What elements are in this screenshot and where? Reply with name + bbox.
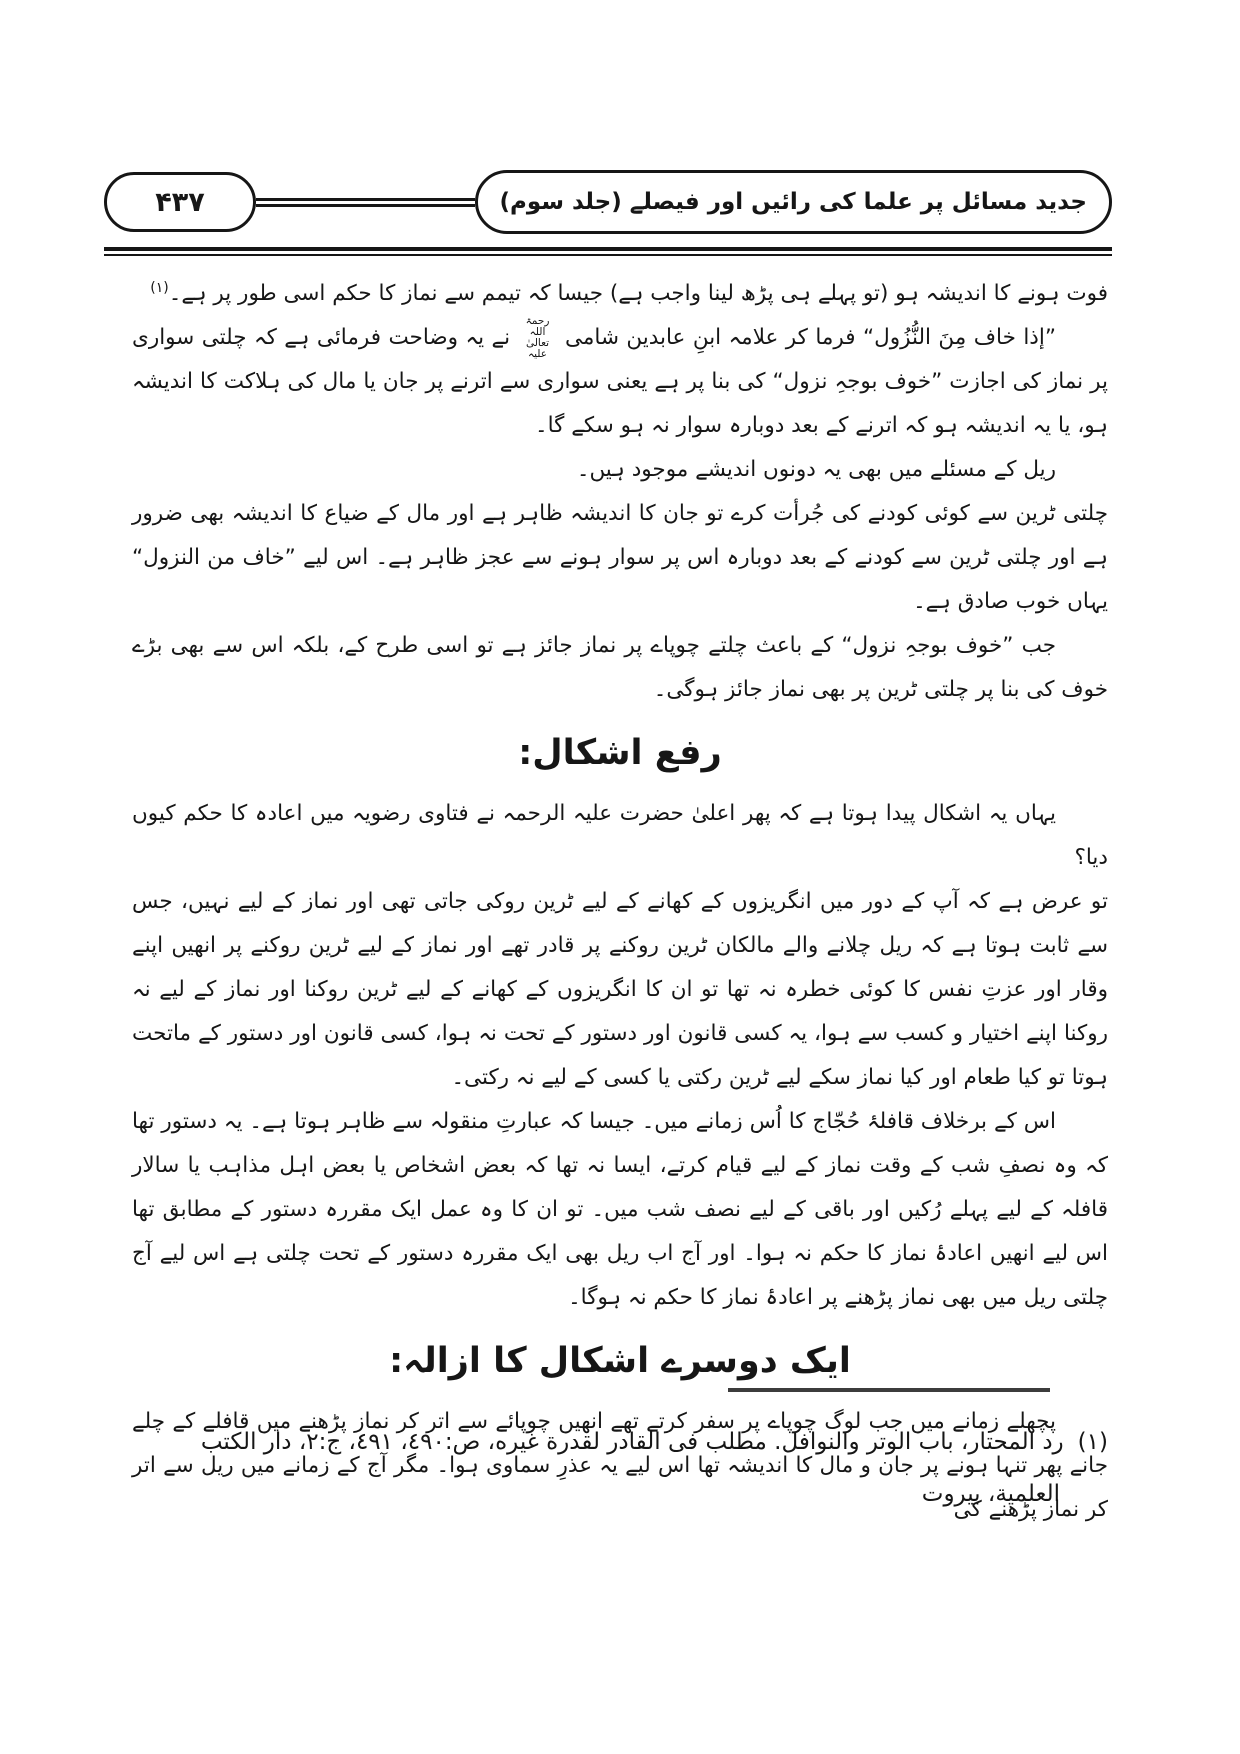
paragraph: جب ”خوف بوجہِ نزول“ کے باعث چلتے چوپاے پر نماز جائز ہے تو اسی طرح کے، بلکہ اس سے بھی بڑے خوف کی بنا پر چلتی ٹرین پر بھی نماز جائز ہوگی۔ bbox=[132, 633, 1108, 703]
paragraph: ریل کے مسئلے میں بھی یہ دونوں اندیشے موجود ہیں۔ bbox=[576, 457, 1056, 483]
paragraph bbox=[132, 272, 1108, 316]
page-header bbox=[104, 170, 1112, 234]
body-text bbox=[132, 272, 1108, 1532]
footnote-number: (١) bbox=[1077, 1429, 1108, 1455]
footnote-separator bbox=[728, 1388, 1050, 1392]
header-double-line bbox=[256, 198, 475, 207]
paragraph bbox=[132, 316, 1108, 448]
footnote-text: رد المحتار، باب الوتر والنوافل. مطلب فى القادر لقدرة غيره، ص:٤٩٠، ٤٩١، ج:٢، دار الكتب العلمية، بيروت bbox=[200, 1429, 1064, 1507]
paragraph-text: ”إذا خاف مِنَ النُّزُول“ فرما کر علامہ ابنِ عابدین شامی bbox=[564, 325, 1056, 351]
honorific-mark: رحمۃ اللہ تعالیٰ علیہ bbox=[525, 315, 550, 361]
paragraph: اس کے برخلاف قافلۂ حُجّاج کا اُس زمانے میں۔ جیسا کہ عبارتِ منقولہ سے ظاہر ہوتا ہے۔ یہ دستور تھا کہ وہ نصفِ شب کے وقت نماز کے لیے قیام کرتے، ایسا نہ تھا کہ بعض اشخاص یا بعض اہل مذاہب یا سالار قافلہ کے لیے پہلے رُکیں اور باقی کے لیے نصف شب میں۔ تو ان کا وہ عمل ایک مقررہ دستور کے مطابق تھا اس لیے انھیں اعادۂ نماز کا حکم نہ ہوا۔ اور آج اب ریل بھی ایک مقررہ دستور کے تحت چلتی ہے اس لیے آج چلتی ریل میں بھی نماز پڑھنے پر اعادۂ نماز کا حکم نہ ہوگا۔ bbox=[132, 1109, 1108, 1311]
page-number-badge: ۴۳۷ bbox=[104, 172, 256, 232]
paragraph: پچھلے زمانے میں جب لوگ چوپاے پر سفر کرتے تھے انھیں چوپائے سے اتر کر نماز پڑھنے میں قافلے کے چلے جانے پھر تنہا ہونے پر جان و مال کا اندیشہ تھا اس لیے یہ عذرِ سماوی ہوا۔ مگر آج کے زمانے میں ریل سے اتر کر نماز پڑھنے کی bbox=[132, 1409, 1108, 1523]
book-title-badge: جدید مسائل پر علما کی رائیں اور فیصلے (جلد سوم) bbox=[475, 170, 1112, 234]
paragraph: تو عرض ہے کہ آپ کے دور میں انگریزوں کے کھانے کے لیے ٹرین روکی جاتی تھی اور نماز کے لیے نہیں، جس سے ثابت ہوتا ہے کہ ریل چلانے والے مالکان ٹرین روکنے پر قادر تھے اور نماز کے لیے ٹرین روکنے پر انھیں اپنے وقار اور عزتِ نفس کا کوئی خطرہ نہ تھا تو ان کا انگریزوں کے کھانے کے لیے ٹرین روکنا اور نماز کے لیے نہ روکنا اپنے اختیار و کسب سے ہوا، یہ کسی قانون اور دستور کے تحت نہ ہوا، کسی قانون اور دستور کے ماتحت ہوتا تو کیا طعام اور کیا نماز سکے لیے ٹرین رکتی یا کسی کے لیے نہ رکتی۔ bbox=[132, 889, 1108, 1091]
paragraph-text: فوت ہونے کا اندیشہ ہو (تو پہلے ہی پڑھ لینا واجب ہے) جیسا کہ تیمم سے نماز کا حکم اسی طور پر ہے۔ bbox=[168, 281, 1108, 306]
paragraph-text: نے یہ وضاحت فرمائی ہے کہ چلتی سواری پر نماز کی اجازت ”خوف بوجہِ نزول“ کی بنا پر ہے یعنی سواری سے اترنے پر جان یا مال کی ہلاکت کا اندیشہ ہو، یا یہ اندیشہ ہو کہ اترنے کے بعد دوبارہ سوار نہ ہو سکے گا۔ bbox=[132, 325, 1108, 439]
footnote-marker: (۱) bbox=[150, 279, 169, 296]
section-heading: رفع اشکال: bbox=[518, 733, 722, 774]
paragraph: یہاں یہ اشکال پیدا ہوتا ہے کہ پھر اعلیٰ حضرت علیہ الرحمہ نے فتاوی رضویہ میں اعادہ کا حکم کیوں دیا؟ bbox=[132, 801, 1108, 871]
paragraph: چلتی ٹرین سے کوئی کودنے کی جُرأت کرے تو جان کا اندیشہ ظاہر ہے اور مال کے ضیاع کا اندیشہ بھی ضرور ہے اور چلتی ٹرین سے کودنے کے بعد دوبارہ اس پر سوار ہونے سے عجز ظاہر ہے۔ اس لیے ”خاف من النزول“ یہاں خوب صادق ہے۔ bbox=[132, 501, 1108, 615]
section-heading: ایک دوسرے اشکال کا ازالہ: bbox=[389, 1341, 851, 1382]
header-rule bbox=[104, 247, 1112, 256]
footnote bbox=[150, 1416, 1108, 1520]
